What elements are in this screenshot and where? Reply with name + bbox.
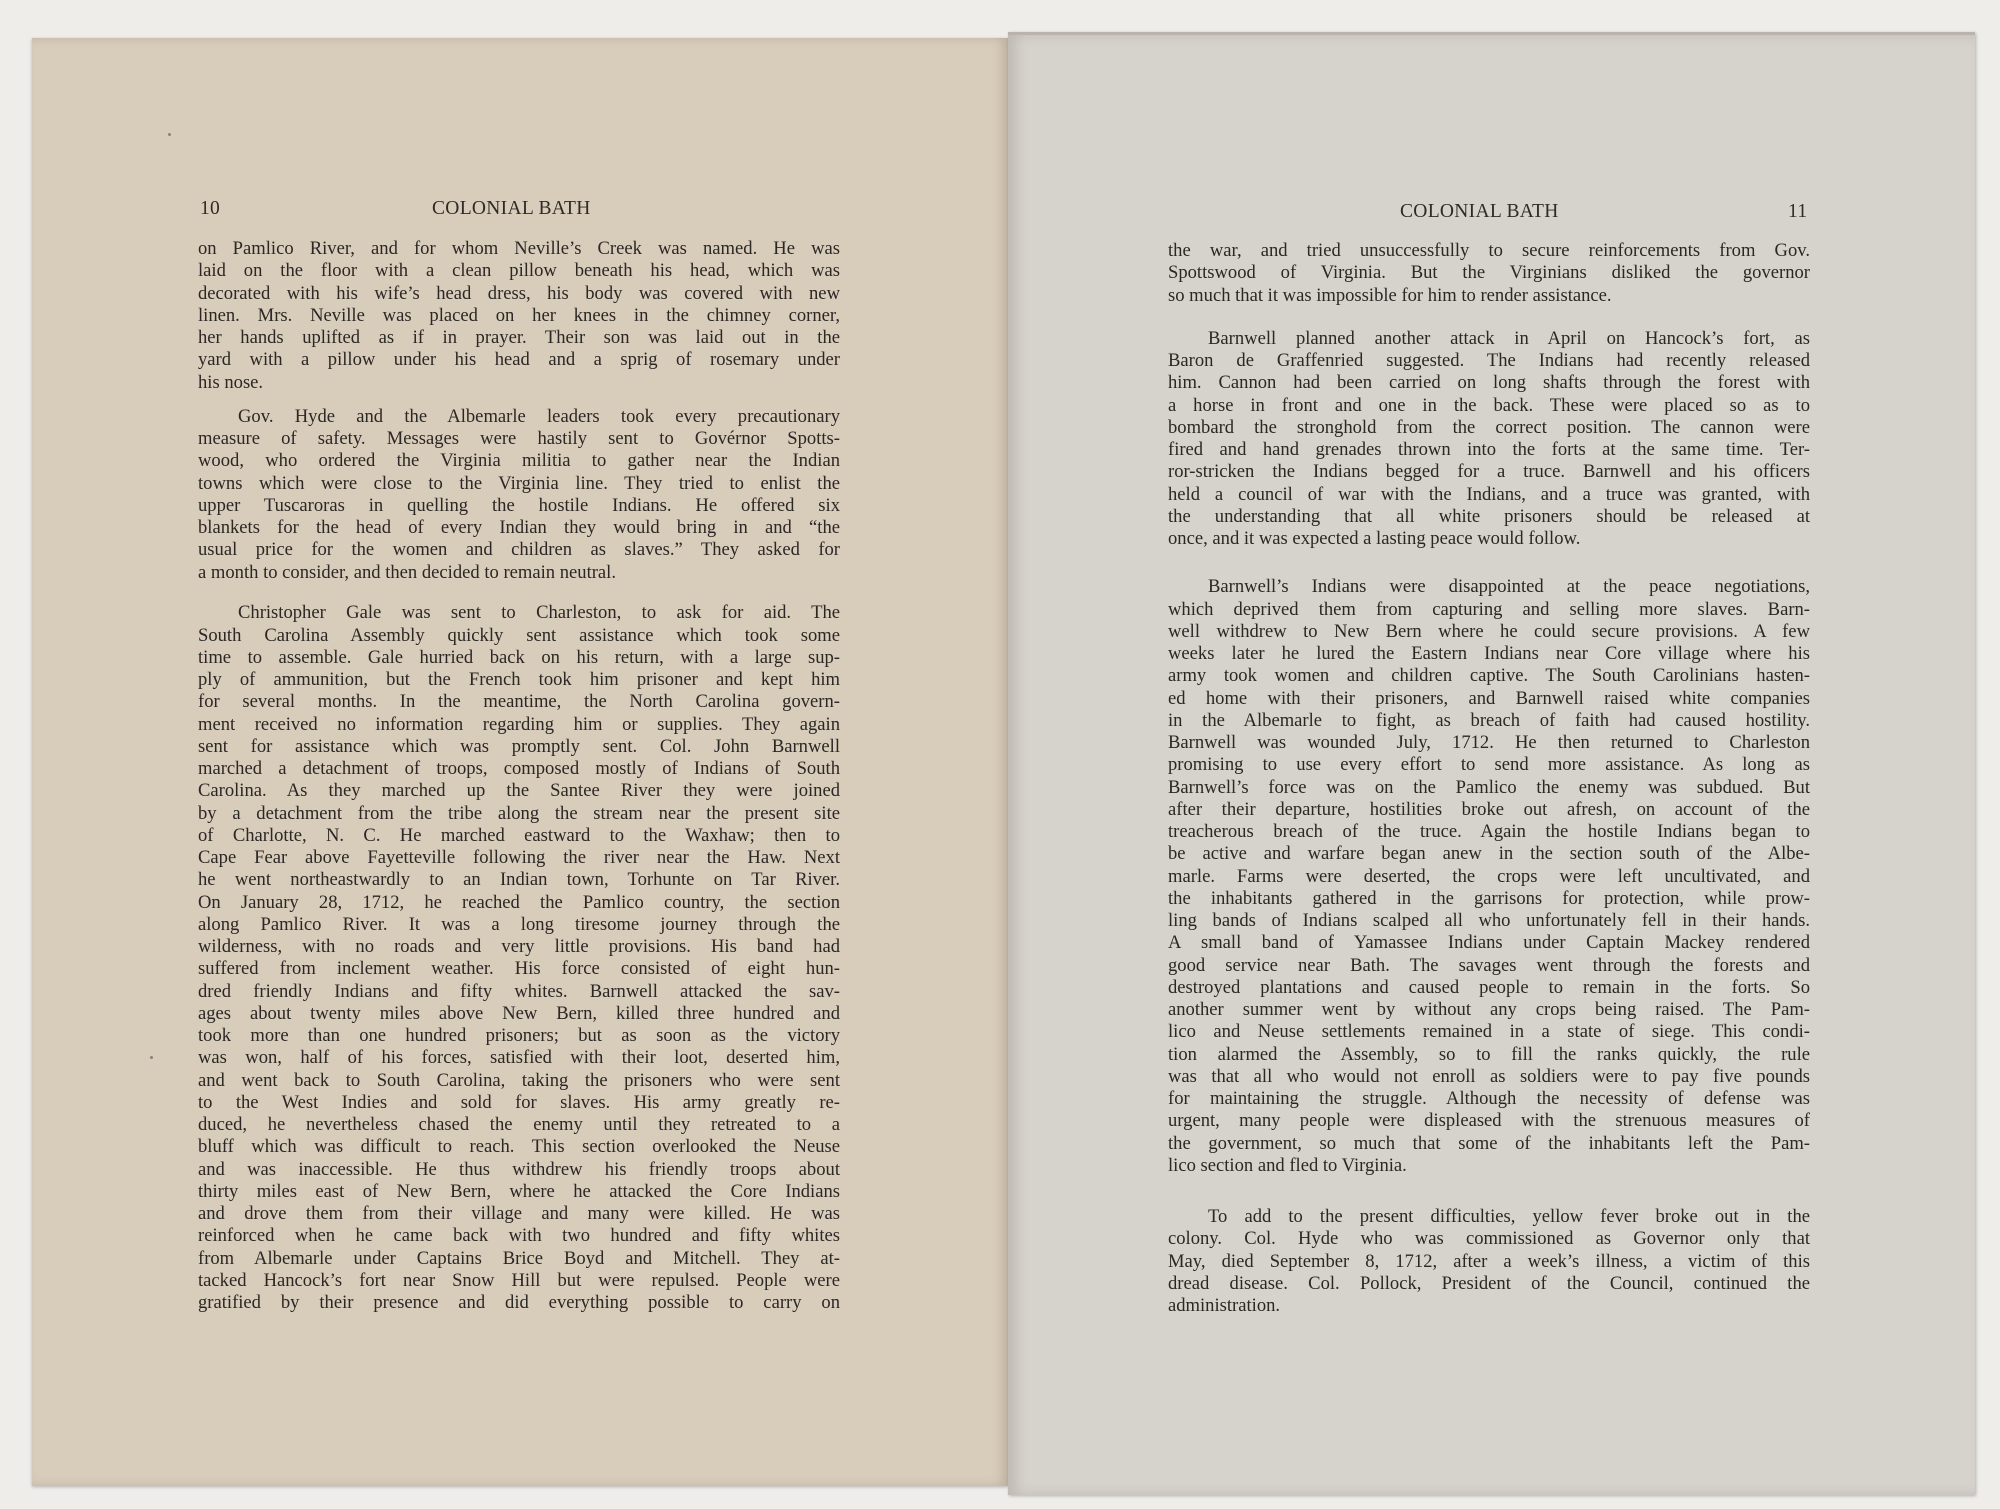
right-text-column bbox=[1168, 240, 1810, 1317]
running-head: COLONIAL BATH bbox=[432, 198, 591, 219]
text-line: good service near Bath. The savages went through the forests and bbox=[1168, 954, 1810, 976]
paragraph bbox=[1168, 328, 1810, 551]
text-line: and was inaccessible. He thus withdrew his friendly troops about bbox=[198, 1158, 840, 1180]
text-line: in the Albemarle to fight, as breach of faith had caused hostility. bbox=[1168, 709, 1810, 731]
text-line: well withdrew to New Bern where he could secure provisions. A few bbox=[1168, 620, 1810, 642]
paragraph bbox=[1168, 240, 1810, 307]
text-line: wilderness, with no roads and very little provisions. His band had bbox=[198, 936, 840, 957]
running-head: COLONIAL BATH bbox=[1400, 201, 1559, 222]
text-line: bluff which was difficult to reach. This section overlooked the Neuse bbox=[198, 1136, 840, 1158]
text-line: time to assemble. Gale hurried back on his return, with a large sup- bbox=[198, 646, 840, 668]
text-line: Barnwell’s Indians were disappointed at the peace negotiations, bbox=[1208, 576, 1810, 598]
text-line: fired and hand grenades thrown into the forts at the same time. Ter- bbox=[1168, 439, 1810, 460]
text-line: linen. Mrs. Neville was placed on her knees in the chimney corner, bbox=[198, 304, 840, 326]
text-line: Cape Fear above Fayetteville following the river near the Haw. Next bbox=[198, 847, 840, 868]
text-line: duced, he nevertheless chased the enemy until they retreated to a bbox=[198, 1114, 840, 1135]
paragraph bbox=[198, 238, 840, 394]
text-line: lico and Neuse settlements remained in a state of siege. This condi- bbox=[1168, 1021, 1810, 1043]
text-line: a horse in front and one in the back. These were placed so as to bbox=[1168, 394, 1810, 416]
text-line: the understanding that all white prisoners should be released at bbox=[1168, 505, 1810, 527]
text-line: colony. Col. Hyde who was commissioned as Governor only that bbox=[1168, 1228, 1810, 1250]
text-line: blankets for the head of every Indian they would bring in and “the bbox=[198, 517, 840, 538]
text-line: on Pamlico River, and for whom Neville’s Creek was named. He was bbox=[198, 238, 840, 259]
text-line: took more than one hundred prisoners; but as soon as the victory bbox=[198, 1025, 840, 1046]
paragraph bbox=[1168, 576, 1810, 1177]
text-line: bombard the stronghold from the correct position. The cannon were bbox=[1168, 416, 1810, 438]
text-line: along Pamlico River. It was a long tiresome journey through the bbox=[198, 913, 840, 935]
text-line: dread disease. Col. Pollock, President of the Council, continued the bbox=[1168, 1272, 1810, 1294]
text-line: him. Cannon had been carried on long shafts through the forest with bbox=[1168, 372, 1810, 394]
right-page bbox=[1008, 32, 1975, 1495]
text-line: Barnwell planned another attack in April on Hancock’s fort, as bbox=[1208, 327, 1810, 349]
text-line: be active and warfare began anew in the section south of the Albe- bbox=[1168, 843, 1810, 865]
text-line: his nose. bbox=[198, 371, 264, 393]
text-line: towns which were close to the Virginia line. They tried to enlist the bbox=[198, 472, 840, 494]
text-line: the inhabitants gathered in the garrisons for protection, while prow- bbox=[1168, 887, 1810, 909]
text-line: for several months. In the meantime, the North Carolina govern- bbox=[198, 691, 840, 713]
text-line: thirty miles east of New Bern, where he attacked the Core Indians bbox=[198, 1180, 840, 1202]
text-line: a month to consider, and then decided to remain neutral. bbox=[198, 561, 616, 583]
text-line: Barnwell’s force was on the Pamlico the enemy was subdued. But bbox=[1168, 776, 1810, 798]
text-line: Barnwell was wounded July, 1712. He then returned to Charleston bbox=[1168, 732, 1810, 753]
text-line: Christopher Gale was sent to Charleston, to ask for aid. The bbox=[238, 602, 840, 624]
text-line: her hands uplifted as if in prayer. Their son was laid out in the bbox=[198, 327, 840, 348]
text-line: ling bands of Indians scalped all who unfortunately fell in their hands. bbox=[1168, 910, 1810, 931]
text-line: was won, half of his forces, satisfied with their loot, deserted him, bbox=[198, 1047, 840, 1069]
text-line: destroyed plantations and caused people to remain in the forts. So bbox=[1168, 976, 1810, 998]
text-line: by a detachment from the tribe along the stream near the present site bbox=[198, 802, 840, 824]
text-line: tacked Hancock’s fort near Snow Hill but were repulsed. People were bbox=[198, 1269, 840, 1291]
text-line: Carolina. As they marched up the Santee River they were joined bbox=[198, 780, 840, 802]
text-line: to the West Indies and sold for slaves. His army greatly re- bbox=[198, 1091, 840, 1113]
text-line: so much that it was impossible for him to render assistance. bbox=[1168, 284, 1612, 306]
left-page bbox=[32, 38, 1008, 1486]
text-line: upper Tuscaroras in quelling the hostile Indians. He offered six bbox=[198, 494, 840, 516]
text-line: laid on the floor with a clean pillow beneath his head, which was bbox=[198, 260, 840, 282]
paragraph bbox=[198, 602, 840, 1314]
text-line: marle. Farms were deserted, the crops were left uncultivated, and bbox=[1168, 865, 1810, 887]
text-line: decorated with his wife’s head dress, his body was covered with new bbox=[198, 282, 840, 304]
text-line: ages about twenty miles above New Bern, killed three hundred and bbox=[198, 1002, 840, 1024]
text-line: On January 28, 1712, he reached the Pamlico country, the section bbox=[198, 891, 840, 913]
text-line: the government, so much that some of the inhabitants left the Pam- bbox=[1168, 1132, 1810, 1154]
text-line: tion alarmed the Assembly, so to fill the ranks quickly, the rule bbox=[1168, 1043, 1810, 1065]
text-line: measure of safety. Messages were hastily sent to Govérnor Spotts- bbox=[198, 428, 840, 449]
text-line: and went back to South Carolina, taking the prisoners who were sent bbox=[198, 1069, 840, 1091]
text-line: of Charlotte, N. C. He marched eastward to the Waxhaw; then to bbox=[198, 824, 840, 846]
text-line: ror-stricken the Indians begged for a truce. Barnwell and his officers bbox=[1168, 461, 1810, 483]
page-number: 11 bbox=[1788, 201, 1808, 222]
text-line: he went northeastwardly to an Indian town, Torhunte on Tar River. bbox=[198, 869, 840, 891]
text-line: was that all who would not enroll as soldiers were to pay five pounds bbox=[1168, 1065, 1810, 1087]
text-line: promising to use every effort to send more assistance. As long as bbox=[1168, 754, 1810, 776]
text-line: sent for assistance which was promptly sent. Col. John Barnwell bbox=[198, 735, 840, 757]
text-line: administration. bbox=[1168, 1295, 1281, 1316]
text-line: urgent, many people were displeased with the strenuous measures of bbox=[1168, 1110, 1810, 1132]
text-line: once, and it was expected a lasting peace would follow. bbox=[1168, 528, 1581, 549]
paper-speck bbox=[150, 1056, 153, 1059]
text-line: wood, who ordered the Virginia militia to gather near the Indian bbox=[198, 450, 840, 472]
text-line: lico section and fled to Virginia. bbox=[1168, 1154, 1407, 1176]
text-line: To add to the present difficulties, yellow fever broke out in the bbox=[1208, 1206, 1810, 1227]
text-line: Spottswood of Virginia. But the Virginians disliked the governor bbox=[1168, 262, 1810, 284]
text-line: marched a detachment of troops, composed mostly of Indians of South bbox=[198, 758, 840, 779]
text-line: Gov. Hyde and the Albemarle leaders took every precautionary bbox=[238, 405, 840, 427]
text-line: army took women and children captive. The South Carolinians hasten- bbox=[1168, 665, 1810, 687]
text-line: South Carolina Assembly quickly sent assistance which took some bbox=[198, 624, 840, 646]
text-line: reinforced when he came back with two hundred and fifty whites bbox=[198, 1225, 840, 1247]
paragraph bbox=[198, 406, 840, 584]
paragraph bbox=[1168, 1206, 1810, 1317]
text-line: treacherous breach of the truce. Again the hostile Indians began to bbox=[1168, 821, 1810, 842]
text-line: for maintaining the struggle. Although the necessity of defense was bbox=[1168, 1088, 1810, 1109]
text-line: dred friendly Indians and fifty whites. Barnwell attacked the sav- bbox=[198, 980, 840, 1002]
text-line: ply of ammunition, but the French took him prisoner and kept him bbox=[198, 669, 840, 690]
text-line: May, died September 8, 1712, after a week’s illness, a victim of this bbox=[1168, 1250, 1810, 1272]
text-line: ment received no information regarding him or supplies. They again bbox=[198, 713, 840, 735]
text-line: gratified by their presence and did everything possible to carry on bbox=[198, 1292, 840, 1313]
text-line: yard with a pillow under his head and a sprig of rosemary under bbox=[198, 349, 840, 371]
text-line: and drove them from their village and many were killed. He was bbox=[198, 1203, 840, 1224]
paper-speck bbox=[168, 133, 171, 136]
page-number: 10 bbox=[200, 198, 221, 219]
text-line: held a council of war with the Indians, and a truce was granted, with bbox=[1168, 483, 1810, 505]
text-line: weeks later he lured the Eastern Indians near Core village where his bbox=[1168, 643, 1810, 664]
text-line: another summer went by without any crops being raised. The Pam- bbox=[1168, 999, 1810, 1020]
text-line: which deprived them from capturing and selling more slaves. Barn- bbox=[1168, 598, 1810, 620]
text-line: after their departure, hostilities broke out afresh, on account of the bbox=[1168, 798, 1810, 820]
text-line: ed home with their prisoners, and Barnwell raised white companies bbox=[1168, 687, 1810, 709]
text-line: Baron de Graffenried suggested. The Indians had recently released bbox=[1168, 350, 1810, 371]
text-line: the war, and tried unsuccessfully to secure reinforcements from Gov. bbox=[1168, 240, 1810, 261]
text-line: usual price for the women and children as slaves.” They asked for bbox=[198, 539, 840, 561]
text-line: from Albemarle under Captains Brice Boyd and Mitchell. They at- bbox=[198, 1247, 840, 1269]
left-text-column bbox=[198, 238, 840, 1314]
text-line: A small band of Yamassee Indians under Captain Mackey rendered bbox=[1168, 932, 1810, 954]
text-line: suffered from inclement weather. His force consisted of eight hun- bbox=[198, 958, 840, 980]
